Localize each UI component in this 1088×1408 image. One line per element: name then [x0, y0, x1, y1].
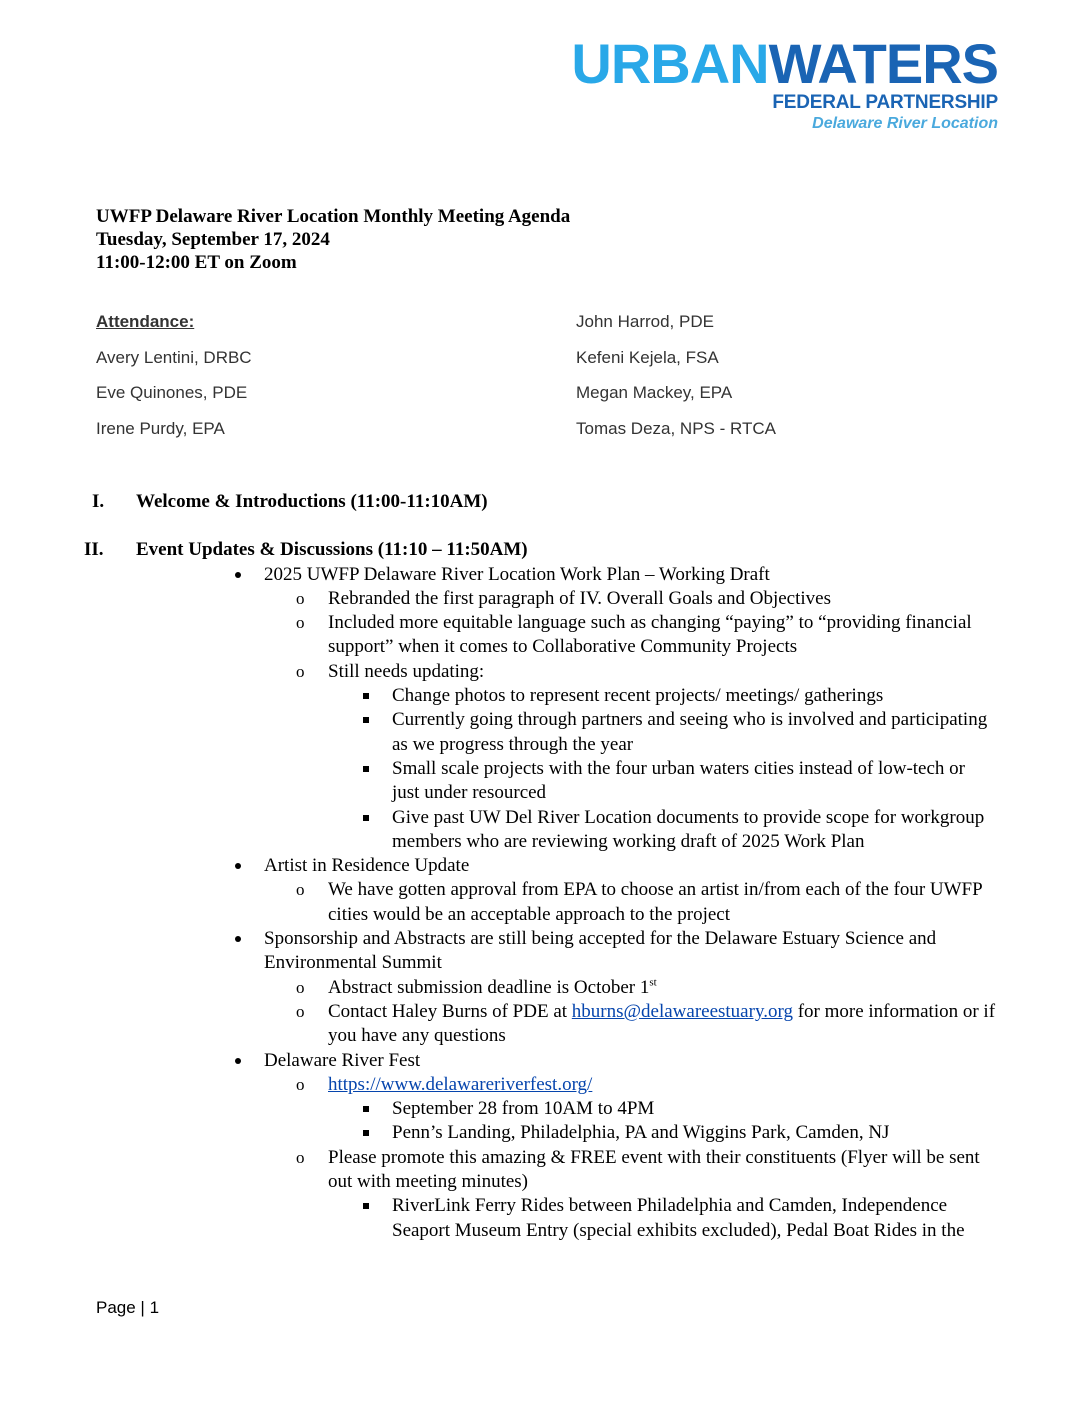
attendee: John Harrod, PDE: [576, 312, 714, 331]
section-number: I.: [92, 491, 105, 512]
list-item-text: Still needs updating:: [328, 660, 485, 682]
list-subitem: [0, 660, 1088, 684]
list-item-text: Currently going through partners and seeing who is involved and participating as we progress through the year: [392, 709, 988, 755]
section-number: II.: [84, 539, 104, 561]
list-item-text: Abstract submission deadline is October 1: [328, 976, 650, 998]
list-subitem: [0, 976, 1088, 1000]
list-item-text: Delaware River Fest: [264, 1049, 421, 1071]
list-subitem: [0, 1073, 1088, 1097]
attendee: Eve Quinones, PDE: [96, 383, 248, 402]
circle-bullet-icon: o: [296, 661, 305, 681]
attendance-column-left: [96, 310, 252, 452]
list-subsubitem: [0, 1121, 1088, 1145]
list-item-text: Small scale projects with the four urban waters cities instead of low-tech or just under resourced: [392, 757, 965, 804]
list-item-text: Sponsorship and Abstracts are still being accepted for the Delaware Estuary Science and Environmental Summit: [264, 928, 937, 974]
list-item-text: Change photos to represent recent projects/ meetings/ gatherings: [392, 685, 884, 707]
agenda-body: [0, 490, 1088, 1243]
list-subsubitem: [0, 708, 1088, 757]
circle-bullet-icon: o: [296, 1074, 305, 1094]
attendee: Irene Purdy, EPA: [96, 418, 225, 438]
agenda-title: UWFP Delaware River Location Monthly Meeting Agenda: [96, 206, 571, 227]
logo-waters: WATERS: [768, 32, 998, 95]
section-event-updates: [0, 538, 1088, 562]
list-subsubitem: [0, 806, 1088, 855]
list-item-text: September 28 from 10AM to 4PM: [392, 1098, 655, 1120]
attendee: Kefeni Kejela, FSA: [576, 347, 719, 367]
circle-bullet-icon: o: [296, 1001, 305, 1021]
circle-bullet-icon: o: [296, 613, 305, 633]
list-subitem: [0, 1000, 1088, 1049]
ordinal-suffix: st: [649, 976, 657, 989]
list-item-text: Contact Haley Burns of PDE at: [328, 1000, 572, 1022]
circle-bullet-icon: o: [296, 880, 305, 900]
list-item-summit: [0, 927, 1088, 976]
attendee: Megan Mackey, EPA: [576, 383, 733, 402]
list-item-text: RiverLink Ferry Rides between Philadelphia and Camden, Independence Seaport Museum Entry (special exhibits excluded), Pedal Boat Rides in the: [392, 1195, 965, 1241]
list-item-text: Artist in Residence Update: [264, 855, 470, 877]
list-item-text: We have gotten approval from EPA to choose an artist in/from each of the four UWFP cities would be an acceptable approach to the project: [328, 879, 982, 925]
circle-bullet-icon: o: [296, 1147, 305, 1167]
attendee: Tomas Deza, NPS - RTCA: [576, 418, 776, 438]
logo-location: Delaware River Location: [812, 115, 998, 132]
list-subsubitem: [0, 684, 1088, 708]
attendance-label: Attendance:: [96, 312, 195, 331]
section-title: Welcome & Introductions (11:00-11:10AM): [136, 491, 488, 512]
page-number: Page | 1: [96, 1298, 160, 1317]
section-title: Event Updates & Discussions (11:10 – 11:50AM): [136, 539, 528, 561]
list-subsubitem: [0, 757, 1088, 806]
list-subitem: [0, 587, 1088, 611]
list-subsubitem: [0, 1097, 1088, 1121]
agenda-date: Tuesday, September 17, 2024: [96, 229, 330, 250]
section-welcome: [0, 490, 1088, 514]
list-item-text: Included more equitable language such as changing “paying” to “providing financial support” when it comes to Collaborative Community Projects: [328, 612, 972, 658]
urban-waters-logo: [571, 32, 998, 134]
list-item-text: 2025 UWFP Delaware River Location Work Plan – Working Draft: [264, 563, 770, 585]
list-item-text: for more information or if you have any questions: [328, 1000, 996, 1047]
list-item-text: Give past UW Del River Location documents to provide scope for workgroup members who are reviewing working draft of 2025 Work Plan: [392, 806, 985, 852]
list-item-riverfest: [0, 1049, 1088, 1073]
circle-bullet-icon: o: [296, 977, 305, 997]
list-subitem: [0, 878, 1088, 927]
riverfest-link[interactable]: https://www.delawareriverfest.org/: [328, 1073, 593, 1095]
attendance-column-right: [576, 310, 776, 452]
list-item-artist: [0, 854, 1088, 878]
list-item-text: Please promote this amazing & FREE event with their constituents (Flyer will be sent out with meeting minutes): [328, 1146, 980, 1193]
logo-federal-partnership: FEDERAL PARTNERSHIP: [772, 92, 998, 113]
list-item-workplan: [0, 563, 1088, 587]
list-item-text: Penn’s Landing, Philadelphia, PA and Wiggins Park, Camden, NJ: [392, 1122, 890, 1144]
list-subsubitem: [0, 1194, 1088, 1243]
agenda-time: 11:00-12:00 ET on Zoom: [96, 252, 297, 273]
list-item-text: Rebranded the first paragraph of IV. Overall Goals and Objectives: [328, 587, 831, 609]
list-subitem: [0, 1146, 1088, 1195]
logo-wordmark: [571, 32, 998, 95]
agenda-header: [96, 205, 570, 274]
email-link[interactable]: hburns@delawareestuary.org: [571, 1000, 793, 1022]
list-subitem: [0, 611, 1088, 660]
attendee: Avery Lentini, DRBC: [96, 347, 252, 367]
circle-bullet-icon: o: [296, 588, 305, 608]
logo-urban: URBAN: [571, 32, 769, 95]
